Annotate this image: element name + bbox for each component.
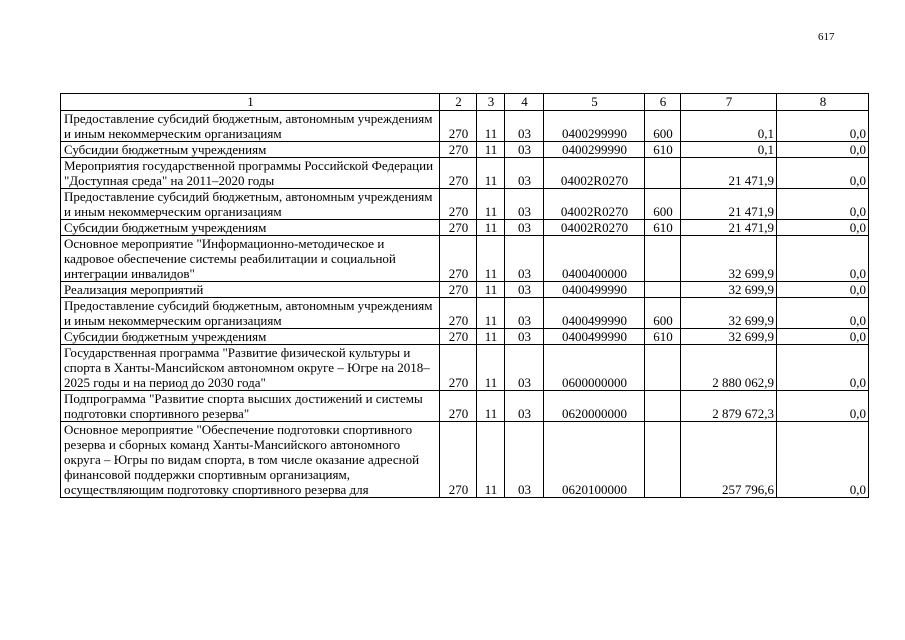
cell-subsection: 03 — [505, 142, 544, 158]
cell-amount: 32 699,9 — [681, 298, 777, 329]
table-row — [61, 391, 869, 422]
column-header: 5 — [544, 94, 645, 111]
cell-expense-type: 610 — [645, 142, 681, 158]
cell-expense-type — [645, 282, 681, 298]
cell-amount-2: 0,0 — [777, 282, 869, 298]
cell-target-article: 0400499990 — [544, 282, 645, 298]
table-row — [61, 282, 869, 298]
cell-name: Основное мероприятие "Информационно-методическое и кадровое обеспечение системы реабилитации и социальной интеграции инвалидов" — [61, 236, 440, 282]
cell-subsection: 03 — [505, 391, 544, 422]
cell-subsection: 03 — [505, 220, 544, 236]
cell-code-admin: 270 — [440, 345, 477, 391]
cell-name: Субсидии бюджетным учреждениям — [61, 220, 440, 236]
cell-subsection: 03 — [505, 189, 544, 220]
cell-section: 11 — [477, 329, 505, 345]
cell-target-article: 0600000000 — [544, 345, 645, 391]
column-header: 3 — [477, 94, 505, 111]
cell-amount: 21 471,9 — [681, 189, 777, 220]
cell-amount: 21 471,9 — [681, 158, 777, 189]
table-row — [61, 158, 869, 189]
cell-name: Субсидии бюджетным учреждениям — [61, 142, 440, 158]
cell-amount-2: 0,0 — [777, 391, 869, 422]
cell-section: 11 — [477, 189, 505, 220]
cell-expense-type: 600 — [645, 111, 681, 142]
cell-amount: 32 699,9 — [681, 236, 777, 282]
cell-name: Основное мероприятие "Обеспечение подготовки спортивного резерва и сборных команд Ханты-Мансийского автономного округа – Югры по видам спорта, в том числе оказание адресной финансовой поддержки спортивным организациям, осуществляющим подготовку спортивного резерва для — [61, 422, 440, 498]
cell-section: 11 — [477, 111, 505, 142]
cell-name: Предоставление субсидий бюджетным, автономным учреждениям и иным некоммерческим организациям — [61, 189, 440, 220]
cell-amount-2: 0,0 — [777, 142, 869, 158]
cell-name: Предоставление субсидий бюджетным, автономным учреждениям и иным некоммерческим организациям — [61, 111, 440, 142]
cell-code-admin: 270 — [440, 298, 477, 329]
cell-code-admin: 270 — [440, 220, 477, 236]
cell-section: 11 — [477, 298, 505, 329]
cell-amount: 257 796,6 — [681, 422, 777, 498]
cell-subsection: 03 — [505, 345, 544, 391]
column-header: 2 — [440, 94, 477, 111]
cell-expense-type — [645, 158, 681, 189]
cell-target-article: 0400400000 — [544, 236, 645, 282]
cell-subsection: 03 — [505, 298, 544, 329]
cell-amount: 32 699,9 — [681, 282, 777, 298]
column-header: 7 — [681, 94, 777, 111]
cell-amount: 21 471,9 — [681, 220, 777, 236]
cell-expense-type — [645, 236, 681, 282]
cell-amount-2: 0,0 — [777, 220, 869, 236]
cell-code-admin: 270 — [440, 142, 477, 158]
cell-name: Подпрограмма "Развитие спорта высших достижений и системы подготовки спортивного резерва" — [61, 391, 440, 422]
table-row — [61, 298, 869, 329]
cell-target-article: 0400299990 — [544, 111, 645, 142]
cell-subsection: 03 — [505, 158, 544, 189]
cell-code-admin: 270 — [440, 329, 477, 345]
cell-expense-type: 610 — [645, 329, 681, 345]
cell-subsection: 03 — [505, 282, 544, 298]
cell-amount-2: 0,0 — [777, 236, 869, 282]
cell-subsection: 03 — [505, 111, 544, 142]
cell-subsection: 03 — [505, 422, 544, 498]
cell-name: Субсидии бюджетным учреждениям — [61, 329, 440, 345]
table-header-row — [61, 94, 869, 111]
table-row — [61, 111, 869, 142]
table-row — [61, 236, 869, 282]
cell-target-article: 0400499990 — [544, 329, 645, 345]
cell-target-article: 0400299990 — [544, 142, 645, 158]
cell-code-admin: 270 — [440, 391, 477, 422]
cell-amount-2: 0,0 — [777, 189, 869, 220]
cell-section: 11 — [477, 142, 505, 158]
cell-section: 11 — [477, 220, 505, 236]
cell-target-article: 0620000000 — [544, 391, 645, 422]
cell-section: 11 — [477, 422, 505, 498]
column-header: 6 — [645, 94, 681, 111]
cell-expense-type: 610 — [645, 220, 681, 236]
cell-expense-type — [645, 391, 681, 422]
cell-amount: 0,1 — [681, 142, 777, 158]
cell-target-article: 0620100000 — [544, 422, 645, 498]
cell-code-admin: 270 — [440, 158, 477, 189]
cell-expense-type — [645, 345, 681, 391]
table-body — [61, 111, 869, 498]
table-row — [61, 189, 869, 220]
table-row — [61, 142, 869, 158]
cell-code-admin: 270 — [440, 236, 477, 282]
cell-name: Реализация мероприятий — [61, 282, 440, 298]
cell-expense-type: 600 — [645, 189, 681, 220]
cell-amount: 2 880 062,9 — [681, 345, 777, 391]
table-row — [61, 422, 869, 498]
cell-target-article: 04002R0270 — [544, 220, 645, 236]
cell-amount-2: 0,0 — [777, 422, 869, 498]
cell-amount-2: 0,0 — [777, 345, 869, 391]
column-header: 1 — [61, 94, 440, 111]
cell-target-article: 0400499990 — [544, 298, 645, 329]
cell-amount-2: 0,0 — [777, 111, 869, 142]
cell-expense-type: 600 — [645, 298, 681, 329]
cell-amount-2: 0,0 — [777, 158, 869, 189]
cell-amount-2: 0,0 — [777, 329, 869, 345]
cell-section: 11 — [477, 158, 505, 189]
cell-subsection: 03 — [505, 329, 544, 345]
page-number: 617 — [818, 31, 835, 43]
cell-name: Государственная программа "Развитие физической культуры и спорта в Ханты-Мансийском автономном округе – Югре на 2018–2025 годы и на период до 2030 года" — [61, 345, 440, 391]
cell-name: Предоставление субсидий бюджетным, автономным учреждениям и иным некоммерческим организациям — [61, 298, 440, 329]
cell-amount: 32 699,9 — [681, 329, 777, 345]
cell-target-article: 04002R0270 — [544, 189, 645, 220]
cell-code-admin: 270 — [440, 189, 477, 220]
cell-code-admin: 270 — [440, 422, 477, 498]
cell-subsection: 03 — [505, 236, 544, 282]
cell-expense-type — [645, 422, 681, 498]
cell-amount-2: 0,0 — [777, 298, 869, 329]
table-row — [61, 220, 869, 236]
column-header: 8 — [777, 94, 869, 111]
cell-code-admin: 270 — [440, 111, 477, 142]
cell-code-admin: 270 — [440, 282, 477, 298]
cell-section: 11 — [477, 391, 505, 422]
cell-name: Мероприятия государственной программы Российской Федерации "Доступная среда" на 2011–2020 годы — [61, 158, 440, 189]
table-row — [61, 329, 869, 345]
cell-target-article: 04002R0270 — [544, 158, 645, 189]
cell-section: 11 — [477, 236, 505, 282]
cell-amount: 0,1 — [681, 111, 777, 142]
cell-section: 11 — [477, 345, 505, 391]
table-row — [61, 345, 869, 391]
cell-amount: 2 879 672,3 — [681, 391, 777, 422]
cell-section: 11 — [477, 282, 505, 298]
budget-table — [60, 93, 869, 498]
column-header: 4 — [505, 94, 544, 111]
